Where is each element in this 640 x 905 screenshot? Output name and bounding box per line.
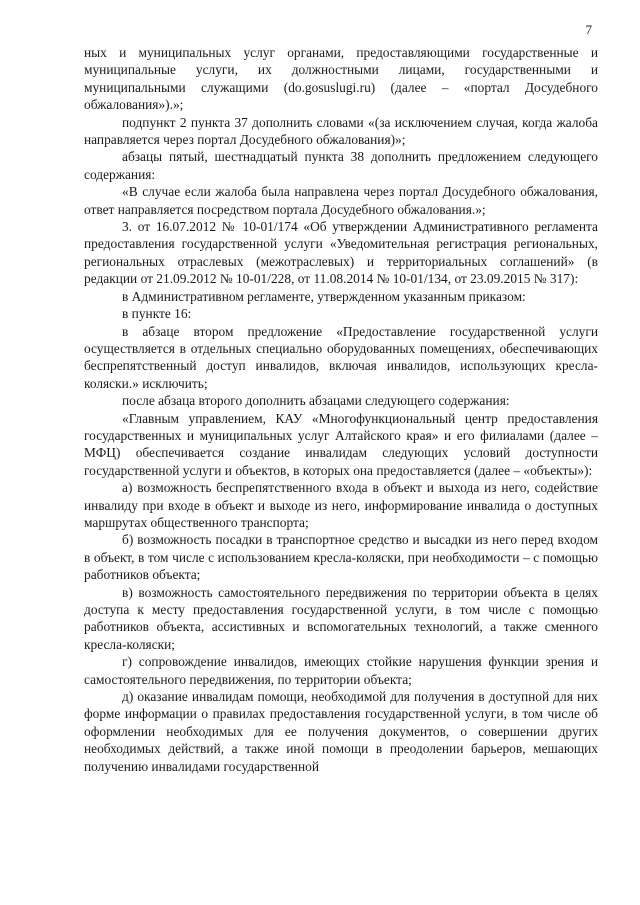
paragraph: в Административном регламенте, утвержденном указанным приказом:	[122, 288, 526, 304]
paragraph: б) возможность посадки в транспортное средство и высадки из него перед входом в объект, в том числе с использованием кресла-коляски, при необходимости – с помощью работников объекта;	[84, 532, 598, 583]
paragraph: после абзаца второго дополнить абзацами следующего содержания:	[122, 393, 510, 409]
paragraph: подпункт 2 пункта 37 дополнить словами «(за исключением случая, когда жалоба направляется через портал Досудебного обжалования)»;	[84, 114, 598, 148]
paragraph: в пункте 16:	[122, 306, 192, 322]
paragraph: д) оказание инвалидам помощи, необходимой для получения в доступной для них форме информации о правилах предоставления государственной услуги, в том числе об оформлении необходимых для ее получения документов, о совершении других необходимых действий, а также иной помощи в преодолении барьеров, мешающих получению инвалидами государственной	[84, 689, 598, 774]
page-number: 7	[585, 22, 592, 37]
paragraph: ных и муниципальных услуг органами, предоставляющими государственные и муниципальные услуги, их должностными лицами, государственными и муниципальными служащими (do.gosuslugi.ru) (далее – «портал Досудебного обжалования»).»;	[84, 45, 598, 113]
paragraph: в) возможность самостоятельного передвижения по территории объекта в целях доступа к месту предоставления государственной услуги, в том числе с помощью работников объекта, ассистивных и вспомогательных технологий, а также сменного кресла-коляски;	[84, 584, 598, 652]
paragraph: «Главным управлением, КАУ «Многофункциональный центр предоставления государственных и муниципальных услуг Алтайского края» и его филиалами (далее – МФЦ) обеспечивается создание инвалидам следующих условий доступности государственной услуги и объектов, в которых она предоставляется (далее – «объекты»):	[84, 410, 598, 478]
paragraph: «В случае если жалоба была направлена через портал Досудебного обжалования, ответ направляется посредством портала Досудебного обжалования.»;	[84, 184, 598, 217]
paragraph: г) сопровождение инвалидов, имеющих стойкие нарушения функции зрения и самостоятельного передвижения, по территории объекта;	[84, 654, 598, 687]
document-body	[84, 44, 598, 775]
paragraph: абзацы пятый, шестнадцатый пункта 38 дополнить предложением следующего содержания:	[84, 149, 598, 182]
paragraph: в абзаце втором предложение «Предоставление государственной услуги осуществляется в отдельных специально оборудованных помещениях, обеспечивающих беспрепятственный доступ инвалидов, включая инвалидов, использующих кресла-коляски.» исключить;	[84, 323, 598, 391]
paragraph: а) возможность беспрепятственного входа в объект и выхода из него, содействие инвалиду при входе в объект и выходе из него, информирование инвалида о доступных маршрутах общественного транспорта;	[84, 480, 598, 530]
paragraph: 3. от 16.07.2012 № 10-01/174 «Об утверждении Административного регламента предоставления государственной услуги «Уведомительная регистрация региональных, региональных отраслевых (межотраслевых) и территориальных соглашений» (в редакции от 21.09.2012 № 10-01/228, от 11.08.2014 № 10-01/134, от 23.09.2015 № 317):	[84, 219, 598, 287]
